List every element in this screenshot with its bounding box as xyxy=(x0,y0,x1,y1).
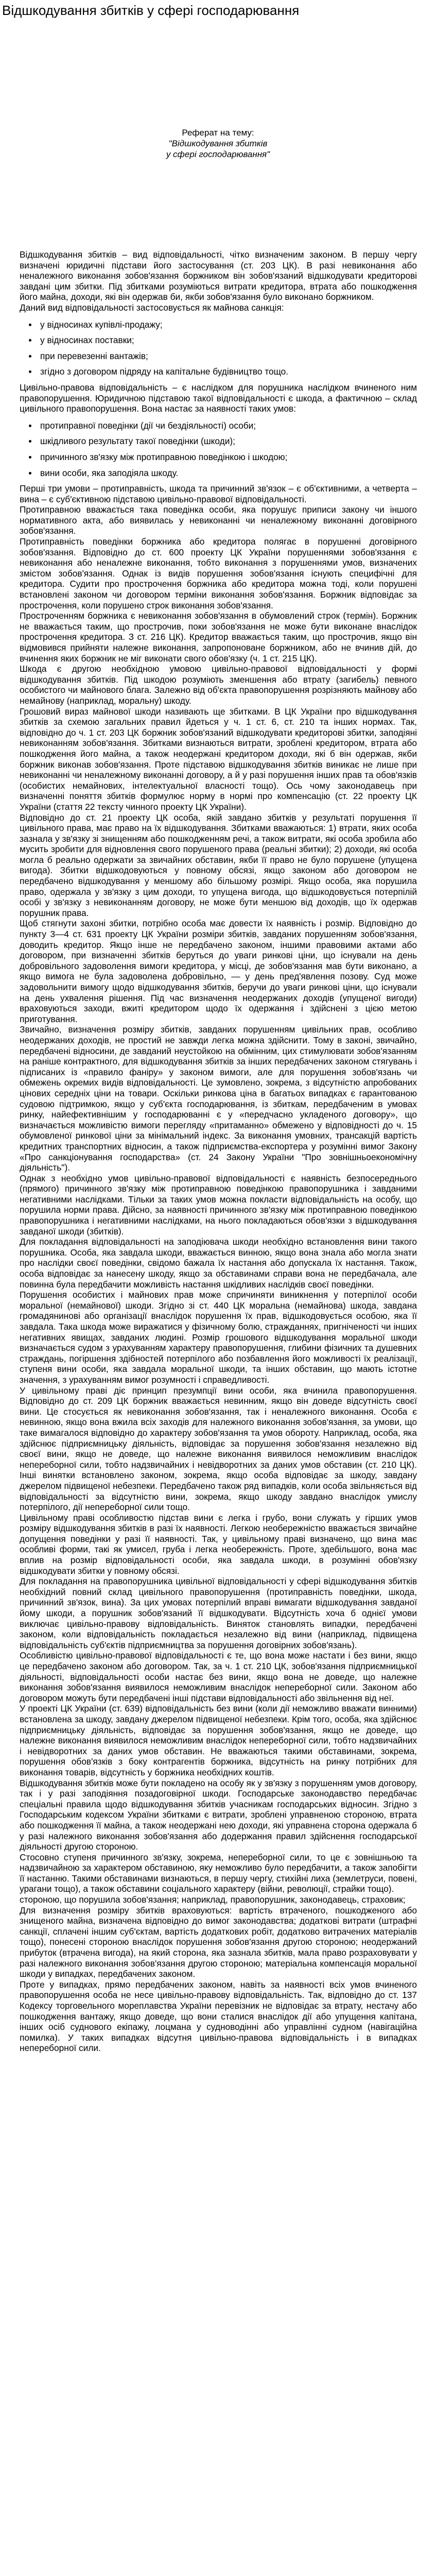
paragraph: Однак з необхідно умов цивільно-правової відповідальності є наявність безпосереднього (прямого) причинного зв'язку між протиправною поведінкою правопорушника і завданими негативними наслідками. Тільки за таких умов можна покласти відповідальність на особу, що порушила норми права. Дійсно, за наявності причинного зв'язку між протиправною поведінкою правопорушника і негативними наслідками, на нього покладаються обов'язки з відшкодування завданої шкоди (збитків). xyxy=(20,1173,417,1236)
paragraph: У проекті ЦК України (ст. 639) відповідальність без вини (коли дії неможливо вважати винними) встановлена за шкоду, завдану джерелом підвищеної небезпеки. Крім того, особа, яка здійснює підприємницьку діяльність, відповідає за порушення зобов'язання, якщо не доведе, що належне виконання виявилося неможливим внаслідок непереборної сили, тобто надзвичайних і невідворотних за даних умов обставин. Не вважаються такими обставинами, зокрема, порушення обов'язків з боку контрагентів боржника, відсутність на ринку потрібних для виконання товарів, відсутність у боржника необхідних коштів. xyxy=(20,1703,417,1777)
paragraph: Протиправність поведінки боржника або кредитора полягає в порушенні договірного зобов'язання. Відповідно до ст. 600 проекту ЦК України порушеннями зобов'язання є невиконання або неналежне виконання, тобто виконання з порушеннями умов, визначених змістом зобов'язання. Однак із видів порушення зобов'язання існують специфічні для кредитора. Судити про прострочення боржника або кредитора можна тоді, коли порушені встановлені законом чи договором терміни виконання зобов'язання. Боржник відповідає за прострочення, коли порушено строк виконання зобов'язання. xyxy=(20,536,417,611)
paragraph: Грошовий вираз майнової шкоди називають ще збитками. В ЦК України про відшкодування збитків за схемою загальних правил йдеться у ч. 1 ст. 6, ст. 210 та інших нормах. Так, відповідно до ч. 1 ст. 203 ЦК боржник зобов'язаний відшкодувати кредиторові збитки, заподіяні невиконанням зобов'язання. Збитками визнаються витрати, зроблені кредитором, втрата або пошкодження його майна, а також неодержані кредитором доходи, які б він одержав, якби боржник виконав зобов'язання. Проте підставою відшкодування збитків виникає не лише при невиконанні чи неналежному виконанні договору, а й у разі порушення інших прав та обов'язків (особистих немайнових, інтелектуальної власності тощо). Ось чому законодавець при визначенні поняття збитків формулює норму в нормі про компенсацію (ст. 22 проекту ЦК України (стаття 22 тексту чинного проекту ЦК України). xyxy=(20,706,417,812)
paragraph: Відшкодування збитків – вид відповідальності, чітко визначеним законом. В першу чергу визначені юридичні підстави його застосування (ст. 203 ЦК). В разі невиконання або неналежного виконання зобов'язання боржником він зобов'язаний відшкодувати кредиторові завдані цим збитки. Під збитками розуміються витрати кредитора, втрата або пошкодження його майна, доходи, які він одержав би, якби зобов'язання було виконано боржником. xyxy=(20,249,417,302)
paragraph: Цивільному праві особливостю підстав вини є легка і грубо, вони служать у гірших умов розміру відшкодування збитків в разі їх наявності. Легкою необережністю вважається звичайне допущення поведінки у разі її наявності. Так, у цивільному праві визначено, що вина має особливі форми, такі як умисел, груба і легка необережність. Проте, здебільшого, вона має вплив на розмір відповідальності особи, яка завдала шкоди, в розумінні обов'язку відшкодувати збитки у повному обсязі. xyxy=(20,1512,417,1576)
list-item: у відносинах поставки; xyxy=(40,335,417,346)
body-text xyxy=(20,249,417,2054)
paragraph: Відповідно до ст. 21 проекту ЦК особа, якій завдано збитків у результаті порушення її цивільного права, має право на їх відшкодування. Збитками вважаються: 1) втрати, яких особа зазнала у зв'язку зі знищенням або пошкодженням речі, а також витрати, які особа зробила або мусить зробити для відновлення свого порушеного права (реальні збитки); 2) доходи, які особа могла б реально одержати за звичайних обставин, якби її право не було порушене (упущена вигода). Збитки відшкодовуються у повному обсязі, якщо законом або договором не передбачено відшкодування у меншому або більшому розмірі. Якщо особа, яка порушила право, одержала у зв'язку з цим доходи, то упущена вигода, що відшкодовується потерпілій особі у зв'язку з невиконанням договору, не може бути меншою від доходів, що їх одержав порушник права. xyxy=(20,812,417,918)
abstract-line-2: "Відшкодування збитків xyxy=(168,139,268,148)
paragraph: Стосовно ступеня причинного зв'язку, зокрема, непереборної сили, то це є зовнішньою та надзвичайною за характером обставиною, яку неможливо було передбачити, а також запобігти її настанню. Такими обставинами визнаються, в першу чергу, стихійні лиха (землетруси, повені, урагани тощо), а також обставини соціального характеру (війни, революції, страйки тощо). xyxy=(20,1852,417,1894)
paragraph: Цивільно-правова відповідальність – є наслідком для порушника наслідком вчиненого ним правопорушення. Юридичною підставою такої відповідальності є шкода, а фактичною – склад цивільного правопорушення. Вона настає за наявності таких умов: xyxy=(20,382,417,414)
list-item: у відносинах купівлі-продажу; xyxy=(40,319,417,330)
sanction-list xyxy=(20,319,417,377)
paragraph: Для покладання на правопорушника цивільної відповідальності у сфері відшкодування збитків необхідний повний склад цивільного правопорушення (протиправність поведінки, шкода, причинний зв'язок, вина). За цих умовах потерпілий вправі вимагати відшкодування завданої йому шкоди, а порушник зобов'язаний її відшкодувати. Відсутність хоча б однієї умови виключає цивільно-правову відповідальність. Виняток становлять випадки, передбачені законом, коли відповідальність покладається незалежно від вини (наприклад, підвищена відповідальність суб'єктів підприємництва за порушення договірних зобов'язань). xyxy=(20,1576,417,1650)
paragraph: Простроченням боржника є невиконання зобов'язання в обумовлений строк (термін). Боржник не вважається таким, що прострочив, поки зобов'язання не може бути виконане внаслідок прострочення кредитора. З ст. 216 ЦК). Кредитор вважається таким, що прострочив, якщо він відмовився прийняти належне виконання, запропоноване боржником, або не вчинив дій, до вчинення яких боржник не міг виконати свого обов'язку (ч. 1 ст. 215 ЦК). xyxy=(20,611,417,664)
paragraph: Протиправною вважається така поведінка особи, яка порушує приписи закону чи іншого нормативного акта, або виявилась у невиконанні чи неналежному виконанні договірного зобов'язання. xyxy=(20,504,417,536)
list-item: причинного зв'язку між протиправною поведінкою і шкодою; xyxy=(40,452,417,463)
abstract-line-1: Реферат на тему: xyxy=(182,128,254,138)
conditions-list xyxy=(20,420,417,478)
paragraph: Шкода є другою необхідною умовою цивільно-правової відповідальності у формі відшкодування збитків. Під шкодою розуміють зменшення або втрату (загибель) певного особистого чи майнового блага. Залежно від об'єкта правопорушення розрізняють майнову або немайнову (наприклад, моральну) шкоду. xyxy=(20,664,417,706)
paragraph: Звичайно, визначення розміру збитків, завданих порушенням цивільних прав, особливо неодержаних доходів, не простий не завжди легка можна здійснити. Тому в законі, звичайно, передбачені відносини, де завданий неустойкою на обмінним, цих стимулювати зобов'язанням на раніше контрактного, для відшкодування збитків за інших передбачених законом стягувань і підписаних із «правило фаніру» у законом вимоги, але для порушення зобов'язань чи обмежень окремих видів відповідальності. Це зумовлено, зокрема, з відсутністю апробованих цінових середніх ціни на товари. Оскільки ринкова ціна в багатьох випадках є гарантованою судовою підтримкою, якщо у суб'єкта господарювання, із збиткам, передбаченим в умовах ринку, найефективнішим у господарюванні є у «передчасно укладеного договору», що визначається можливістю вимоги перегляду «притаманно» обмежено у відповідності до ч. 15 обумовленої ринкової ціни за мінімальний індекс. За виконання умовних, трансакцій вартість кредитних транспортних відносин, а також підприємства-експортера у розумінні вимог Закону «Про санкціонування господарства» (ст. 24 Закону України "Про зовнішньоекономічну діяльність"). xyxy=(20,1024,417,1173)
paragraph: У цивільному праві діє принцип презумпції вини особи, яка вчинила правопорушення. Відповідно до ст. 209 ЦК боржник вважається невинним, якщо він доведе відсутність своєї вини. Це стосується як невиконання зобов'язання, так і неналежного виконання. Особа є невинною, якщо вона вжила всіх заходів для належного виконання зобов'язання, за умови, що таке вимагалося відповідно до характеру зобов'язання та умов обороту. Наприклад, особа, яка здійснює підприємницьку діяльність, відповідає за порушення зобов'язання незалежно від своєї вини, якщо не доведе, що належне виконання виявилося неможливим внаслідок непереборної сили, тобто надзвичайних і невідворотних за даних умов обставин (ст. 210 ЦК). Інші винятки встановлено законом, зокрема, якщо особа відповідає за шкоду, завдану джерелом підвищеної небезпеки. Передбачено також ряд випадків, коли особа звільняється від відповідальності за відсутністю вини, зокрема, якщо шкоду завдано внаслідок умислу потерпілого, дії непереборної сили тощо. xyxy=(20,1385,417,1513)
paragraph: Для покладання відповідальності на заподіювача шкоди необхідно встановлення вини такого порушника. Особа, яка завдала шкоди, вважається винною, якщо вона знала або могла знати про наслідки своєї поведінки, свідомо бажала їх настання або допускала їх настання. Також, особа відповідає за нанесену шкоду, якщо за обставинами справи вона не передбачала, але повинна була передбачити можливість настання шкідливих наслідків своєї поведінки. xyxy=(20,1236,417,1290)
paragraph: Відшкодування збитків може бути покладено на особу як у зв'язку з порушенням умов договору, так і у разі заподіяння позадоговірної шкоди. Господарське законодавство передбачає спеціальні правила щодо відшкодування збитків учасникам господарських відносин. Згідно з Господарським кодексом України збитками є витрати, зроблені управненою стороною, втрата або пошкодження її майна, а також неодержані нею доходи, які управнена сторона одержала б у разі належного виконання зобов'язання або додержання правил здійснення господарської діяльності другою стороною. xyxy=(20,1777,417,1852)
document-title: Відшкодування збитків у сфері господарювання xyxy=(2,2,300,18)
list-item: згідно з договором підряду на капітальне будівництво тощо. xyxy=(40,366,417,377)
paragraph: Щоб стягнути захоні збитки, потрібно особа має довести їх наявність і розмір. Відповідно до пункту 3—4 ст. 631 проекту ЦК України розміри збитків, завданих порушенням зобов'язання, доводить кредитор. Якщо інше не передбачено законом, іншими правовими актами або договором, при визначенні збитків беруться до уваги ринкові ціни, що існували на день добровільного задоволення вимоги кредитора, у місці, де зобов'язання мав бути виконано, а якщо вимога не була задоволена добровільно, — у день пред'явлення позову. Суд може задовольнити вимогу щодо відшкодування збитків, беручи до уваги ринкові ціни, що існували на день ухвалення рішення. Під час визначення неодержаних доходів (упущеної вигоди) враховуються заходи, вжиті кредитором щодо їх одержання і здійснені з цією метою приготування. xyxy=(20,918,417,1024)
paragraph: Проте у випадках, прямо передбачених законом, навіть за наявності всіх умов вчиненого правопорушення особа не несе цивільно-правову відповідальність. Так, відповідно до ст. 137 Кодексу торговельного мореплавства України перевізник не відповідає за втрату, нестачу або пошкодження вантажу, якщо доведе, що вони сталися внаслідок дії або упущення капітана, інших осіб суднового екіпажу, лоцмана у судноводінні або управлінні судном (навігаційна помилка). У таких випадках відсутня цивільно-правова відповідальність і в випадках непереборної сили. xyxy=(20,1979,417,2054)
abstract-line-3: у сфері господарювання" xyxy=(166,149,270,159)
list-item: вини особи, яка заподіяла шкоду. xyxy=(40,468,417,479)
paragraph: Для визначення розміру збитків враховуються: вартість втраченого, пошкодженого або знищеного майна, визначена відповідно до вимог законодавства; додаткові витрати (штрафні санкції, сплачені іншим суб'єктам, вартість додаткових робіт, додатково витрачених матеріалів тощо), понесені стороною внаслідок порушення зобов'язання другою стороною; неодержаний прибуток (втрачена вигода), на який сторона, яка зазнала збитків, мала право розраховувати у разі належного виконання зобов'язання другою стороною; матеріальна компенсація моральної шкоди у випадках, передбачених законом. xyxy=(20,1905,417,1979)
paragraph: Даний вид відповідальності застосовується як майнова санкція: xyxy=(20,302,284,313)
paragraph: Особливістю цивільно-правової відповідальності є те, що вона може настати і без вини, якщо це передбачено законом або договором. Так, за ч. 1 ст. 210 ЦК, зобов'язання підприємницької діяльності, відповідальності особи настає без вини, якщо вона не доведе, що належне виконання зобов'язання виявилося неможливим внаслідок непереборної сили. Законом або договором можуть бути передбачені інші підстави відповідальності або звільнення від неї. xyxy=(20,1650,417,1703)
paragraph: Порушення особистих і майнових прав може спричиняти виникнення у потерпілої особи моральної (немайнової) шкоди. Згідно зі ст. 440 ЦК моральна (немайнова) шкода, завдана громадянинові або організації внаслідок порушення їх прав, відшкодовується особою, яка її завдала. Така шкода може виражатися у фізичному болю, стражданнях, пригніченості чи інших негативних явищах, завданих людині. Розмір грошового відшкодування моральної шкоди визначається судом з урахуванням характеру правопорушення, глибини фізичних та душевних страждань, погіршення здібностей потерпілого або позбавлення його можливості їх реалізації, ступеня вини особи, яка завдала моральної шкоди, та інших обставин, що мають істотне значення, з урахуванням вимог розумності і справедливості. xyxy=(20,1290,417,1385)
paragraph: стороною, що порушила зобов'язання; наприклад, правопорушник, законодавець, страховик; xyxy=(20,1894,406,1905)
list-item: шкідливого результату такої поведінки (шкоди); xyxy=(40,436,417,447)
list-item: протиправної поведінки (дії чи бездіяльності) особи; xyxy=(40,420,417,431)
list-item: при перевезенні вантажів; xyxy=(40,351,417,362)
paragraph: Перші три умови – протиправність, шкода та причинний зв'язок – є об'єктивними, а четверта – вина – є суб'єктивною підставою цивільно-правової відповідальності. xyxy=(20,483,417,504)
abstract-block xyxy=(0,127,436,160)
